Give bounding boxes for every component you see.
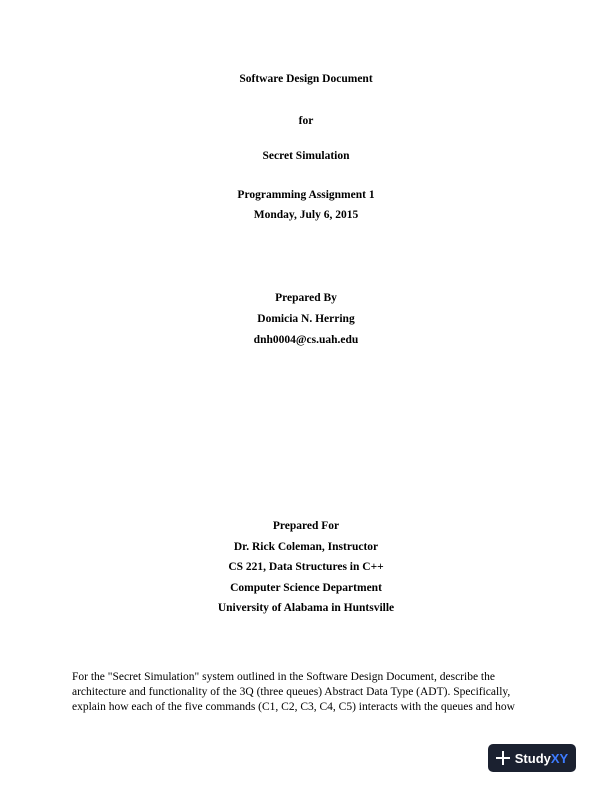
prepared-for-heading: Prepared For <box>272 520 340 532</box>
document-title: Software Design Document <box>239 73 373 85</box>
plus-icon <box>496 751 510 765</box>
university-name: University of Alabama in Huntsville <box>217 602 395 614</box>
project-name: Secret Simulation <box>262 150 350 162</box>
prepared-by-heading: Prepared By <box>275 292 337 304</box>
instructor-name: Dr. Rick Coleman, Instructor <box>233 541 379 553</box>
department-name: Computer Science Department <box>230 582 382 594</box>
author-name: Domicia N. Herring <box>257 313 355 325</box>
brand-accent: XY <box>550 750 569 766</box>
question-line: explain how each of the five commands (C1, C2, C3, C4, C5) interacts with the queues and how <box>72 701 515 713</box>
author-email: dnh0004@cs.uah.edu <box>253 334 359 346</box>
question-line: architecture and functionality of the 3Q (three queues) Abstract Data Type (ADT). Specifically, <box>72 686 511 698</box>
course-name: CS 221, Data Structures in C++ <box>228 561 384 573</box>
brand-wordmark <box>515 751 568 766</box>
for-label: for <box>298 115 314 127</box>
question-paragraph <box>72 670 552 715</box>
question-line: For the "Secret Simulation" system outlined in the Software Design Document, describe the <box>72 671 495 683</box>
assignment-label: Programming Assignment 1 <box>237 189 375 201</box>
studyxy-logo-badge[interactable] <box>488 744 576 772</box>
brand-main: Study <box>514 750 551 766</box>
document-date: Monday, July 6, 2015 <box>253 209 359 221</box>
